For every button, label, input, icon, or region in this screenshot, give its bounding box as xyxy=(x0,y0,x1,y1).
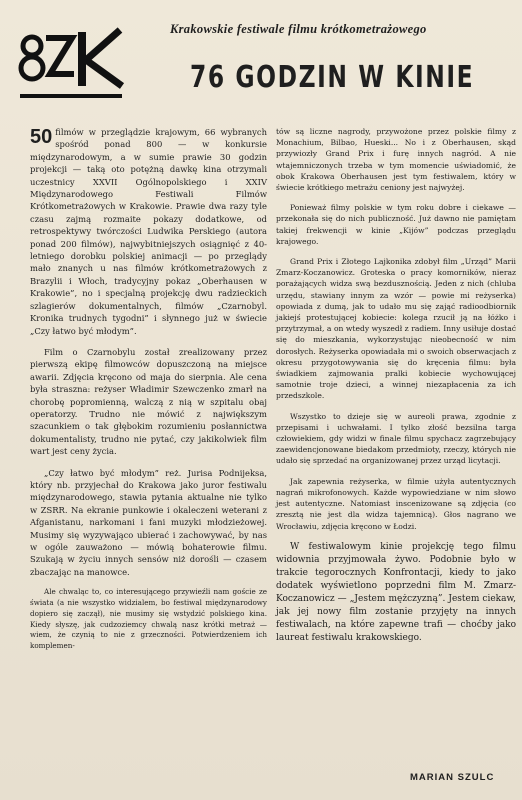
article-headline: 76 GODZIN W KINIE xyxy=(190,60,475,95)
paragraph: Ponieważ filmy polskie w tym roku dobre i ciekawe — przekonała się do nich publiczność. Już dawno nie pamiętam takiej frekwencji w kinie „Kijów” podczas przeglądu krajowego. xyxy=(276,203,516,246)
paragraph: W festiwalowym kinie projekcję tego filmu widownia przyjmowała żywo. Podobnie było w trakcie tegorocznych Konfrontacji, kiedy to jako dodatek wyświetlono poprzedni film M. Zmarz-Koczanowicz — „Jestem mężczyzną”. Jestem ciekaw, jak jej nowy film zostanie przyjęty na innych festiwalach, na które zapewne trafi — choćby jako laureat festiwalu krakowskiego. xyxy=(276,541,516,643)
paragraph: „Czy łatwo być młodym” reż. Jurisa Podnijeksa, który nb. przyjechał do Krakowa jako juror festiwalu międzynarodowego, stawia pytania aktualne nie tylko w ZSRR. Na ekranie punkowie i okaleczeni weterani z Afganistanu, narkomani i fani muzyki młodzieżowej. Musimy się wyzywająco ubierać i zachowywać, by nas w ogóle zauważono — mówią bohaterowie filmu. Szukają w życiu innych sensów niż dorośli — czasem zbaczając na manowce. xyxy=(30,467,267,577)
paragraph: Wszystko to dzieje się w aureoli prawa, zgodnie z przepisami i uchwałami. I tylko złość bezsilna targa człowiekiem, gdy widzi w finale filmu spychacz zagrzebujący zaewidencjonowane biedakom przedmioty, rzeczy, których nie udało się sprzedać na organizowanej przez urząd licytacji. xyxy=(276,411,516,466)
article-column-left xyxy=(30,126,267,661)
paragraph xyxy=(30,126,267,337)
paragraph: Jak zapewnia reżyserka, w filmie użyła autentycznych nagrań mikrofonowych. Każde wypowiedziane w nim słowo jest autentyczne. Natomiast inscenizowane są zdjęcia (co zresztą nie jest dla widza tajemnicą). Głos nagrano we Wrocławiu, zdjęcia kręcono w Łodzi. xyxy=(276,476,516,531)
paragraph: tów są liczne nagrody, przywożone przez polskie filmy z Monachium, Bilbao, Hueski... No i z Oberhausen, skąd przywiozły Grand Prix i furę innych nagród. A nie wtajemniczonych trzeba w tym momencie uświadomić, że obok Krakowa Oberhausen jest tym festiwalem, który w świecie krótkiego metrażu ceniony jest najwyżej. xyxy=(276,127,516,193)
section-kicker: Krakowskie festiwale filmu krótkometrażowego xyxy=(170,22,427,36)
festival-logo xyxy=(16,24,126,108)
paragraph: Ale chwaląc to, co interesującego przywieźli nam goście ze świata (a nie wszystko widzialem, bo festiwal międzynarodowy dopiero się zaczął), nie musimy się wstydzić polskiego kina. Kiedy słyszę, jak cudzoziemcy chwalą nasz krótki metraż — wiem, że czynią to nie z grzeczności. Potwierdzeniem ich komplemen- xyxy=(30,587,267,651)
paragraph: Film o Czarnobylu został zrealizowany przez pierwszą ekipę filmowców dopuszczoną na miejsce awarii. Zdjęcia kręcono od maja do sierpnia. Ale cena była straszna: reżyser Władimir Szewczenko zmarł na chorobę popromienną, walczą z nią w szpitalu obaj operatorzy. Trudno nie mówić z największym szacunkiem o tak głębokim rozumieniu posłannictwa dokumentalisty, trudno nie pytać, czy jakikolwiek film wart jest ceny życia. xyxy=(30,346,267,457)
drop-number: 50 xyxy=(30,126,53,148)
paragraph: Grand Prix i Złotego Lajkonika zdobył film „Urząd” Marii Zmarz-Koczanowicz. Groteska o pracy komorników, nieraz porażających widza swą bezdusznością. Jeden z nich (chluba urzędu, stawiany innym za wzór — powie mi reżyserka) opowiada z dumą, jak to udało mu się zająć radioodbiornik jakiejś protestującej kobiecie: kolega rzucił ją na łóżko i przytrzymał, a on wtedy wyszedł z radiem. Inny usiłuje dostać się do mieszkania, wykorzystując nieobecność w nim dorosłych. Reżyserka opowiadała mi o swoich obserwacjach z okresu przygotowywania się do kręcenia filmu: była świadkiem zajmowania pralki kobiecie wychowującej samotnie troje dzieci, a winnej niezapłacenia za ich przedszkole. xyxy=(276,257,516,401)
festival-logo-mark xyxy=(16,24,126,108)
author-signature: MARIAN SZULC xyxy=(410,772,495,783)
paragraph-text: filmów w przeglądzie krajowym, 66 wybranych spośród ponad 800 — w konkursie międzynarodowym, a w sumie prawie 30 godzin projekcji — taką oto potężną dawkę kina otrzymali uczestnicy XXVII Ogólnopolskiego i XXIV Międzynarodowego Festiwali Filmów Krótkometrażowych w Krakowie. Prawie dwa razy tyle czasu zajmą rozmaite pokazy dodatkowe, od retrospektywy twórczości Ludwika Perskiego (autora ponad 200 filmów), najwybitniejszych osiągnięć z 40-letniego dorobku polskiej animacji — po przeglądy mało znanych u nas filmów krótkometrażowych z Brazylii i Włoch, tradycyjny pokaz „Oberhausen w Krakowie”, no i specjalną projekcję dwu radzieckich szlagierów dokumentalnych, filmów „Czarnobyl. Kronika trudnych tygodni” i słynnego już w świecie „Czy łatwo być młodym”. xyxy=(30,127,267,336)
article-column-right xyxy=(276,126,516,654)
